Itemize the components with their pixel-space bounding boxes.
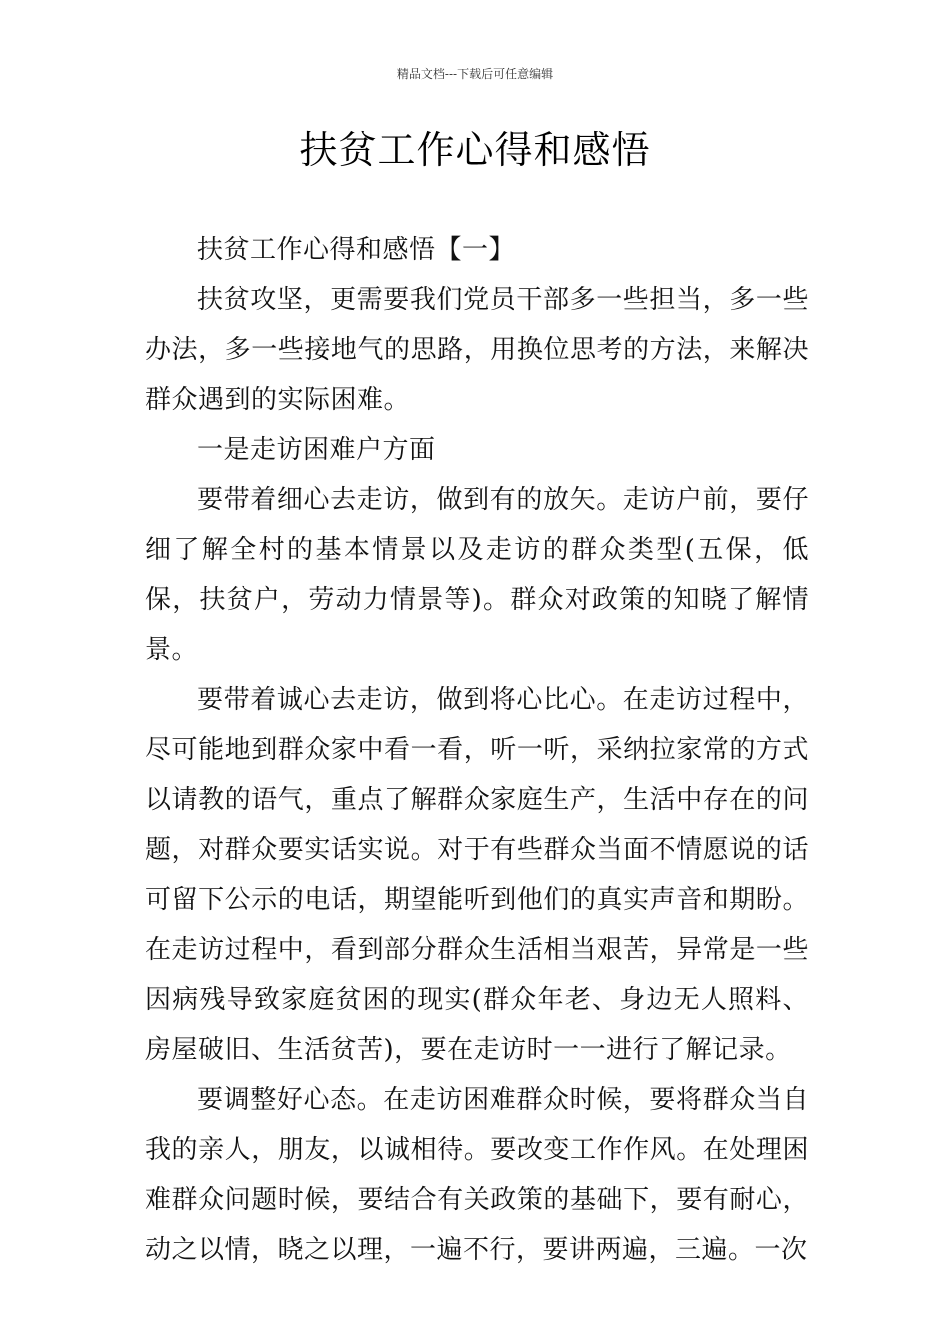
- header-note: 精品文档---下载后可任意编辑: [396, 67, 554, 81]
- document-title: 扶贫工作心得和感悟: [299, 128, 651, 172]
- section-heading-visits: 一是走访困难户方面: [197, 435, 436, 465]
- section-heading-1: 扶贫工作心得和感悟【一】: [197, 235, 516, 265]
- paragraph-careful-visits: 要带着细心去走访，做到有的放矢。走访户前，要仔细了解全村的基本情景以及走访的群众类型(五保，低保，扶贫户，劳动力情景等)。群众对政策的知晓了解情景。: [145, 485, 809, 665]
- paragraph-attitude: 要调整好心态。在走访困难群众时候，要将群众当自我的亲人，朋友，以诚相待。要改变工作作风。在处理困难群众问题时候，要结合有关政策的基础下，要有耐心，动之以情，晓之以理，一遍不行，要讲两遍，三遍。一次: [145, 1085, 809, 1265]
- document-body: [145, 225, 809, 1275]
- paragraph-intro: 扶贫攻坚，更需要我们党员干部多一些担当，多一些办法，多一些接地气的思路，用换位思考的方法，来解决群众遇到的实际困难。: [145, 285, 809, 415]
- paragraph-sincere-visits: 要带着诚心去走访，做到将心比心。在走访过程中，尽可能地到群众家中看一看，听一听，采纳拉家常的方式以请教的语气，重点了解群众家庭生产，生活中存在的问题，对群众要实话实说。对于有些群众当面不情愿说的话可留下公示的电话，期望能听到他们的真实声音和期盼。在走访过程中，看到部分群众生活相当艰苦，异常是一些因病残导致家庭贫困的现实(群众年老、身边无人照料、房屋破旧、生活贫苦)，要在走访时一一进行了解记录。: [145, 685, 809, 1065]
